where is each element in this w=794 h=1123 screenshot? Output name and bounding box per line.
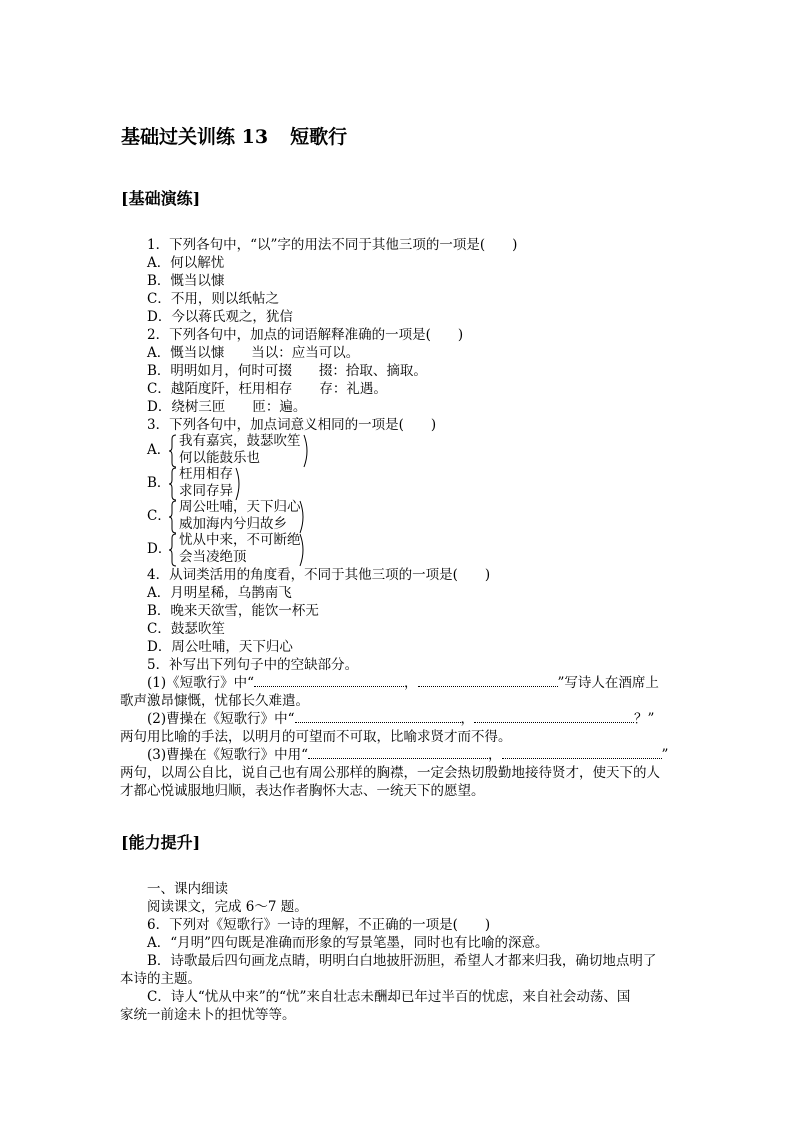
title-main: 基础过关训练 13 xyxy=(121,126,269,148)
q3-option-a-line1: 我有嘉宾，鼓瑟吹笙 xyxy=(179,433,301,449)
q3-option-d-line1: 忧从中来，不可断绝 xyxy=(179,532,301,548)
right-paren-icon xyxy=(303,434,311,468)
right-paren-icon xyxy=(235,467,243,501)
page-title xyxy=(121,122,347,149)
q5-item1-sep: ， xyxy=(404,675,418,691)
part1-heading: 一、课内细读 xyxy=(147,881,228,897)
title-sub: 短歌行 xyxy=(290,126,348,148)
q3-stem: 3．下列各句中，加点词意义相同的一项是( ) xyxy=(147,417,437,433)
q5-item3-cont2: 才都心悦诚服地归顺，表达作者胸怀大志、一统天下的愿望。 xyxy=(120,783,485,799)
right-paren-icon xyxy=(299,533,307,567)
q5-item2-cont: 两句用比喻的手法，以明月的可望而不可取，比喻求贤才而不得。 xyxy=(120,729,512,745)
q6-option-a: A．“月明”四句既是准确而形象的写景笔墨，同时也有比喻的深意。 xyxy=(147,935,549,951)
q3-option-c-label: C． xyxy=(147,508,171,524)
q5-item3-sep: ， xyxy=(488,747,502,763)
part1-intro: 阅读课文，完成 6～7 题。 xyxy=(147,899,308,915)
left-brace-icon xyxy=(169,533,177,567)
fill-blank[interactable] xyxy=(502,746,662,759)
section-heading-basic: [基础演练] xyxy=(121,189,201,208)
q1-stem: 1．下列各句中，“以”字的用法不同于其他三项的一项是( ) xyxy=(147,237,518,253)
q5-item1-tail: ”写诗人在酒席上 xyxy=(557,675,659,691)
q6-option-b: B．诗歌最后四句画龙点睛，明明白白地披肝沥胆，希望人才都来归我，确切地点明了 xyxy=(147,953,657,969)
q6-option-b-cont: 本诗的主题。 xyxy=(120,971,201,987)
q4-option-b: B．晚来天欲雪，能饮一杯无 xyxy=(147,603,319,619)
q5-item2-lead: (2)曹操在《短歌行》中“ xyxy=(147,711,295,727)
q3-option-c-line2: 威加海内兮归故乡 xyxy=(179,516,287,532)
left-brace-icon xyxy=(169,500,177,534)
fill-blank[interactable] xyxy=(295,710,461,723)
q5-item3-tail: ” xyxy=(661,747,669,763)
q3-option-b-line2: 求同存异 xyxy=(179,483,233,499)
left-brace-icon xyxy=(169,434,177,468)
q5-item3-cont: 两句，以周公自比，说自己也有周公那样的胸襟，一定会热切殷勤地接待贤才，使天下的人 xyxy=(120,765,660,781)
fill-blank[interactable] xyxy=(418,674,558,687)
fill-blank[interactable] xyxy=(308,746,488,759)
q3-option-a-line2: 何以能鼓乐也 xyxy=(179,450,260,466)
q5-item3 xyxy=(147,746,668,764)
q3-option-b-label: B． xyxy=(147,475,171,491)
q1-option-d: D．今以蒋氏观之，犹信 xyxy=(147,309,293,325)
q1-option-a: A．何以解忧 xyxy=(147,255,225,271)
q2-option-a: A．慨当以慷 当以：应当可以。 xyxy=(147,345,360,361)
q1-option-c: C．不用，则以纸帖之 xyxy=(147,291,279,307)
q6-option-c-cont: 家统一前途未卜的担忧等等。 xyxy=(120,1007,296,1023)
left-brace-icon xyxy=(169,467,177,501)
q5-item3-lead: (3)曹操在《短歌行》中用“ xyxy=(147,747,309,763)
q5-item1-lead: (1)《短歌行》中“ xyxy=(147,675,255,691)
q2-option-b: B．明明如月，何时可掇 掇：拾取、摘取。 xyxy=(147,363,427,379)
q5-item2 xyxy=(147,710,654,728)
q3-option-d-line2: 会当凌绝顶 xyxy=(179,549,247,565)
q1-option-b: B．慨当以慷 xyxy=(147,273,225,289)
q5-stem: 5．补写出下列句子中的空缺部分。 xyxy=(147,657,359,673)
q6-option-c: C．诗人“忧从中来”的“忧”来自壮志未酬却已年过半百的忧虑，来自社会动荡、国 xyxy=(147,989,631,1005)
fill-blank[interactable] xyxy=(474,710,634,723)
q3-option-a-label: A． xyxy=(147,442,171,458)
q5-item2-tail: ？” xyxy=(634,711,655,727)
q6-stem: 6．下列对《短歌行》一诗的理解，不正确的一项是( ) xyxy=(147,917,491,933)
q2-option-c: C．越陌度阡，枉用相存 存：礼遇。 xyxy=(147,381,387,397)
section-heading-advanced: [能力提升] xyxy=(121,833,201,852)
q3-option-d-label: D． xyxy=(147,541,172,557)
right-paren-icon xyxy=(299,500,307,534)
q4-stem: 4．从词类活用的角度看，不同于其他三项的一项是( ) xyxy=(147,567,491,583)
q3-option-b-line1: 枉用相存 xyxy=(179,466,233,482)
q3-option-c-line1: 周公吐哺，天下归心 xyxy=(179,499,301,515)
q5-item1-cont: 歌声激昂慷慨，忧郁长久难遣。 xyxy=(120,693,309,709)
q4-option-c: C．鼓瑟吹笙 xyxy=(147,621,225,637)
q4-option-d: D．周公吐哺，天下归心 xyxy=(147,639,293,655)
q2-stem: 2．下列各句中，加点的词语解释准确的一项是( ) xyxy=(147,327,464,343)
fill-blank[interactable] xyxy=(254,674,404,687)
q5-item1 xyxy=(147,674,659,692)
q2-option-d: D．绕树三匝 匝：遍。 xyxy=(147,399,307,415)
q4-option-a: A．月明星稀，乌鹊南飞 xyxy=(147,585,292,601)
q5-item2-sep: ， xyxy=(460,711,475,727)
